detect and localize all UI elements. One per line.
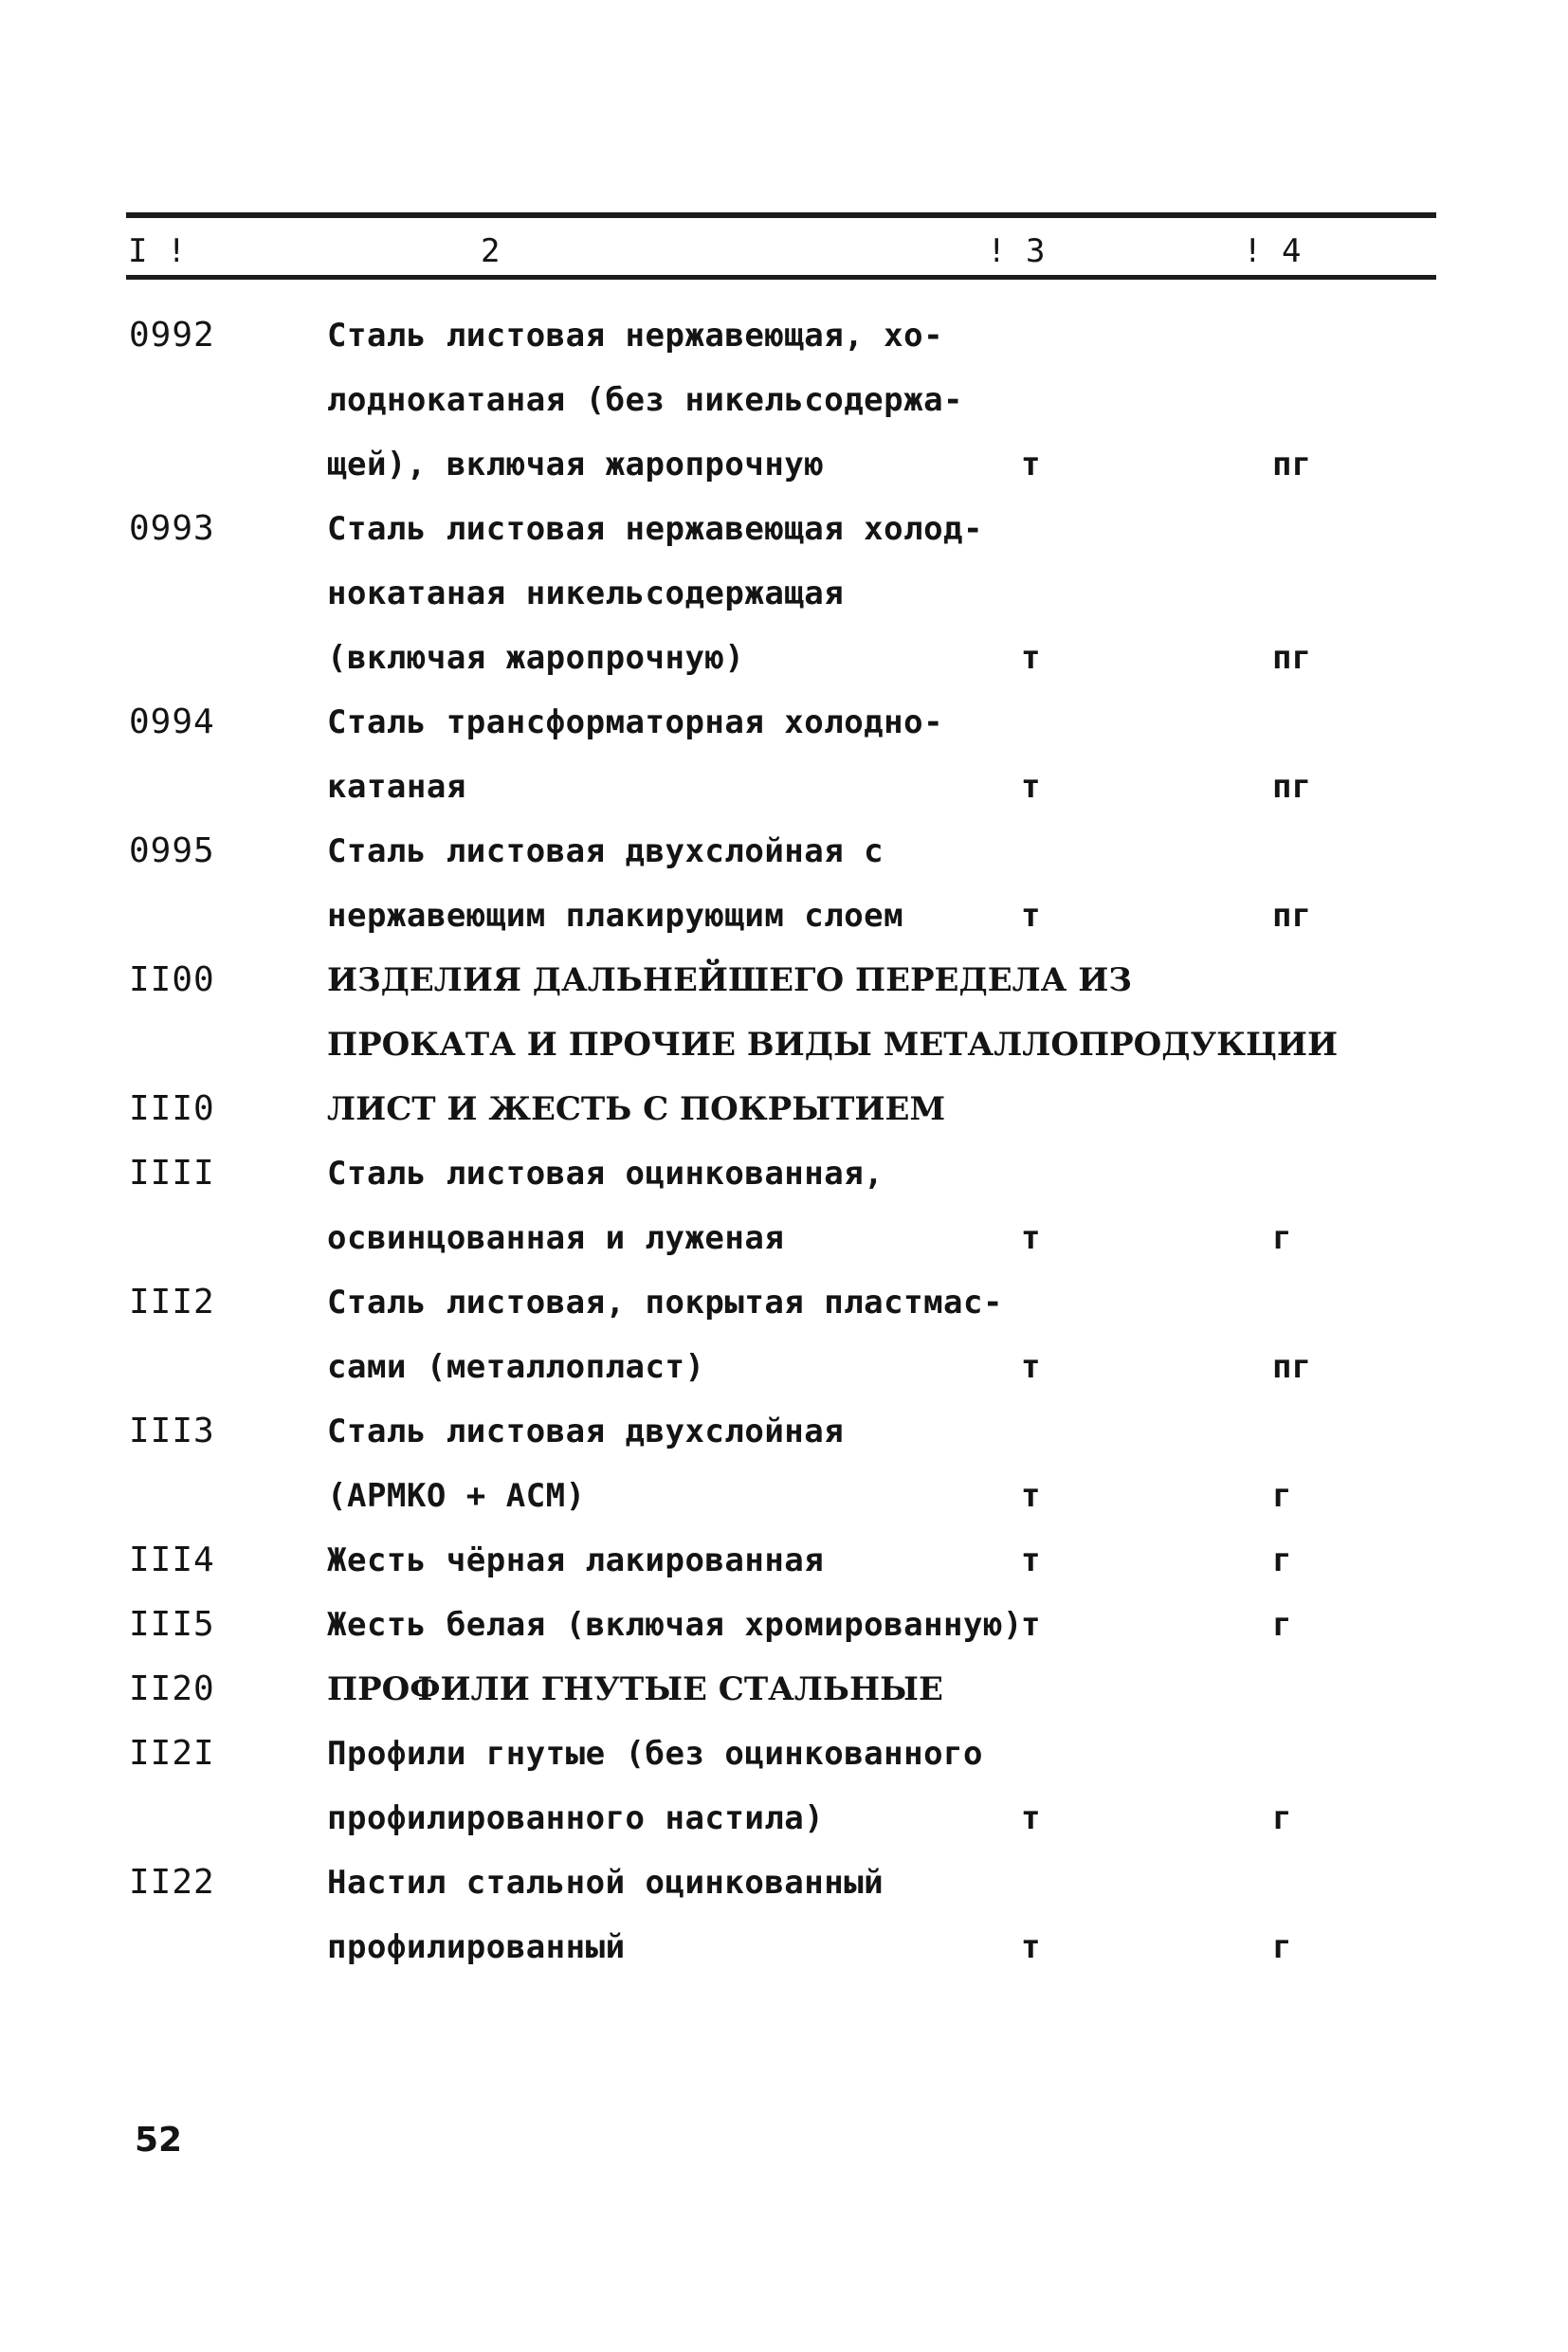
row-description — [327, 1270, 1029, 1399]
row-description — [327, 690, 1029, 819]
row-code: 0993 — [129, 509, 215, 548]
row-code: II22 — [129, 1863, 215, 1902]
description-line: Жесть чёрная лакированная — [327, 1541, 825, 1579]
row-description — [327, 1851, 1029, 1979]
row-description — [327, 1657, 1029, 1722]
page-number: 52 — [135, 2121, 183, 2160]
table-row — [0, 497, 1568, 690]
row-description — [327, 1141, 1029, 1270]
description-line: ЛИСТ И ЖЕСТЬ С ПОКРЫТИЕМ — [327, 1090, 946, 1128]
table-row — [0, 303, 1568, 497]
row-code: III4 — [129, 1541, 215, 1579]
row-unit: т — [1021, 1606, 1041, 1644]
description-line: нержавеющим плакирующим слоем — [327, 897, 904, 935]
table-header-rule — [126, 275, 1436, 280]
row-description — [327, 948, 1339, 1077]
description-line: ПРОКАТА И ПРОЧИЕ ВИДЫ МЕТАЛЛОПРОДУКЦИИ — [327, 1026, 1339, 1064]
row-code: 0994 — [129, 702, 215, 741]
row-description — [327, 1528, 1029, 1593]
row-unit: т — [1021, 446, 1041, 483]
table-row — [0, 819, 1568, 948]
table-row — [0, 1851, 1568, 1979]
row-unit: т — [1021, 897, 1041, 935]
description-line: Сталь листовая двухслойная с — [327, 832, 884, 870]
description-line: Сталь листовая, покрытая пластмас- — [327, 1284, 1003, 1322]
description-line: Сталь листовая оцинкованная, — [327, 1155, 884, 1193]
table-top-rule — [126, 212, 1436, 218]
row-code: IIII — [129, 1154, 215, 1193]
row-unit: т — [1021, 1348, 1041, 1386]
description-line: ПРОФИЛИ ГНУТЫЕ СТАЛЬНЫЕ — [327, 1670, 943, 1708]
table-row — [0, 1399, 1568, 1528]
row-code: II20 — [129, 1669, 215, 1708]
description-line: Настил стальной оцинкованный — [327, 1864, 884, 1902]
row-unit: т — [1021, 1477, 1041, 1515]
row-description — [327, 303, 1029, 497]
row-unit: т — [1021, 639, 1041, 677]
table-row — [0, 1593, 1568, 1657]
row-frequency: пг — [1272, 768, 1311, 806]
row-code: II00 — [129, 960, 215, 999]
description-line: лоднокатаная (без никельсодержа- — [327, 381, 964, 419]
description-line: Жесть белая (включая хромированную) — [327, 1606, 1023, 1644]
column-header-3: ! 3 — [987, 232, 1046, 270]
row-frequency: г — [1272, 1606, 1292, 1644]
row-frequency: пг — [1272, 639, 1311, 677]
description-line: профилированный — [327, 1928, 626, 1966]
row-unit: т — [1021, 1541, 1041, 1579]
column-header-4: ! 4 — [1243, 232, 1302, 270]
row-code: III0 — [129, 1089, 215, 1128]
description-line: профилированного настила) — [327, 1799, 825, 1837]
row-unit: т — [1021, 1799, 1041, 1837]
description-line: Сталь листовая нержавеющая холод- — [327, 510, 984, 548]
table-row — [0, 1722, 1568, 1851]
row-code: III5 — [129, 1605, 215, 1644]
row-unit: т — [1021, 1219, 1041, 1257]
row-code: 0992 — [129, 316, 215, 355]
row-frequency: г — [1272, 1799, 1292, 1837]
table-row — [0, 948, 1568, 1077]
row-frequency: пг — [1272, 1348, 1311, 1386]
row-unit: т — [1021, 768, 1041, 806]
row-description — [327, 1593, 1029, 1657]
description-line: щей), включая жаропрочную — [327, 446, 825, 483]
row-frequency: пг — [1272, 897, 1311, 935]
row-unit: т — [1021, 1928, 1041, 1966]
table-row — [0, 1270, 1568, 1399]
row-description — [327, 1399, 1029, 1528]
row-frequency: г — [1272, 1541, 1292, 1579]
row-frequency: г — [1272, 1928, 1292, 1966]
row-frequency: пг — [1272, 446, 1311, 483]
description-line: Сталь трансформаторная холодно- — [327, 703, 944, 741]
table-row — [0, 1657, 1568, 1722]
description-line: (включая жаропрочную) — [327, 639, 745, 677]
description-line: Профили гнутые (без оцинкованного — [327, 1735, 984, 1773]
row-code: II2I — [129, 1734, 215, 1773]
row-code: III3 — [129, 1412, 215, 1450]
row-description — [327, 1722, 1029, 1851]
row-description — [327, 819, 1029, 948]
description-line: (АРМКО + АСМ) — [327, 1477, 586, 1515]
description-line: освинцованная и луженая — [327, 1219, 785, 1257]
row-description — [327, 1077, 1029, 1141]
column-header-2: 2 — [481, 232, 501, 270]
description-line: Сталь листовая нержавеющая, хо- — [327, 317, 944, 355]
table-body — [0, 303, 1568, 1979]
description-line: ИЗДЕЛИЯ ДАЛЬНЕЙШЕГО ПЕРЕДЕЛА ИЗ — [327, 961, 1132, 999]
row-frequency: г — [1272, 1477, 1292, 1515]
table-row — [0, 690, 1568, 819]
table-row — [0, 1077, 1568, 1141]
table-row — [0, 1528, 1568, 1593]
row-code: 0995 — [129, 831, 215, 870]
row-frequency: г — [1272, 1219, 1292, 1257]
row-code: III2 — [129, 1283, 215, 1322]
description-line: сами (металлопласт) — [327, 1348, 705, 1386]
description-line: Сталь листовая двухслойная — [327, 1413, 845, 1450]
column-header-1: I ! — [128, 232, 187, 270]
table-row — [0, 1141, 1568, 1270]
row-description — [327, 497, 1029, 690]
description-line: нокатаная никельсодержащая — [327, 574, 845, 612]
description-line: катаная — [327, 768, 466, 806]
